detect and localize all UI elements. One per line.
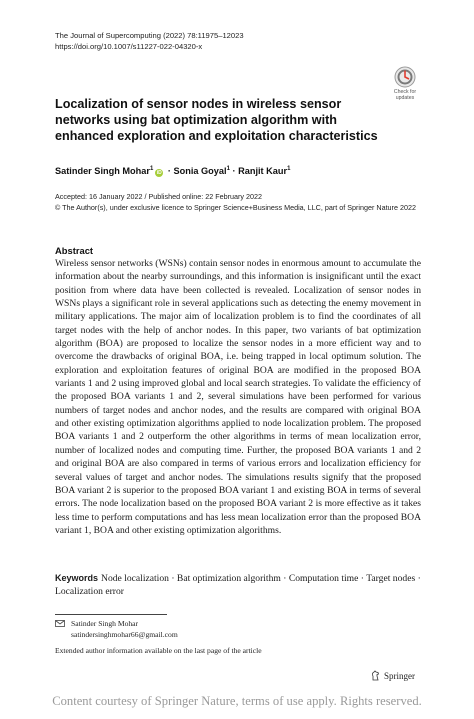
author-separator: · — [229, 166, 239, 176]
check-for-updates-icon — [394, 66, 416, 88]
corresponding-author — [55, 619, 178, 640]
author-list — [55, 163, 290, 177]
journal-header — [55, 30, 244, 52]
orcid-icon[interactable]: iD — [156, 170, 162, 176]
author-name[interactable]: Sonia Goyal — [173, 166, 227, 176]
envelope-icon — [55, 620, 65, 627]
author-affiliation: 1 — [226, 166, 230, 172]
footnote-divider — [55, 614, 167, 615]
doi-link[interactable]: https://doi.org/10.1007/s11227-022-04320-x — [55, 42, 203, 51]
publisher-logo[interactable] — [370, 670, 415, 681]
abstract-body: Wireless sensor networks (WSNs) contain sensor nodes in enormous amount to accumulate the information about the nearby surroundings, and this information is insignificant until the exact position from where data have been collected is revealed. Localization of sensor nodes in WSNs plays a significant role in several applications such as detecting the enemy movement in military applications. The major aim of localization problem is to find the coordinates of all target nodes with the help of anchor nodes. In this paper, two variants of bat optimization algorithm (BOA) are proposed to localize the sensor nodes in a more efficient way and to overcome the drawbacks of original BOA, i.e. being trapped in local optimum solution. The exploration and exploitation features of original BOA are modified in the proposed BOA variants 1 and 2 using improved global and local search strategies. To validate the efficiency of the proposed BOA variants 1 and 2, several simulations have been performed for various numbers of target nodes and anchor nodes, and the results are compared with original BOA and other existing optimization algorithms applied to node localization problem. The proposed BOA variants 1 and 2 outperform the other algorithms in terms of mean localization error, number of localized nodes and computing time. Further, the proposed BOA variants 1 and 2 and original BOA are also compared in terms of various errors and localization efficiency for several values of target and anchor nodes. The simulations results signify that the proposed BOA variant 2 is superior to the proposed BOA variant 1 and existing BOA in terms of several errors. The node localization based on the proposed BOA variant 2 is more effective as it takes less time to perform computations and has less mean localization error than the proposed BOA variant 1, BOA and other existing optimization algorithms. — [55, 258, 421, 536]
keywords-list: Node localization · Bat optimization algorithm · Computation time · Target nodes · Localization error — [55, 573, 421, 598]
keywords-label: Keywords — [55, 573, 99, 583]
article-title: Localization of sensor nodes in wireless sensor networks using bat optimization algorithm with enhanced exploration and exploitation characteristics — [55, 97, 378, 143]
publication-dates: Accepted: 16 January 2022 / Published online: 22 February 2022 — [55, 192, 262, 201]
abstract-heading: Abstract — [55, 245, 94, 256]
copyright-notice: © The Author(s), under exclusive licence to Springer Science+Business Media, LLC, part of Springer Nature 2022 — [55, 202, 416, 212]
extended-author-info: Extended author information available on the last page of the article — [55, 646, 262, 655]
author-separator: · — [165, 166, 174, 176]
badge-line-1: Check for — [393, 89, 417, 95]
badge-line-2: updates — [395, 95, 415, 101]
author-affiliation: 1 — [287, 166, 291, 172]
keywords-section — [55, 572, 421, 599]
article-dates — [55, 192, 425, 213]
courtesy-watermark: Content courtesy of Springer Nature, terms of use apply. Rights reserved. — [52, 694, 422, 708]
journal-citation: The Journal of Supercomputing (2022) 78:11975–12023 — [55, 31, 244, 40]
springer-horse-icon — [370, 670, 381, 681]
author-affiliation: 1 — [149, 166, 154, 172]
corresponding-author-email[interactable]: satindersinghmohar66@gmail.com — [71, 629, 178, 639]
corresponding-author-name: Satinder Singh Mohar — [71, 619, 139, 628]
author-name[interactable]: Satinder Singh Mohar — [55, 166, 150, 176]
author-name[interactable]: Ranjit Kaur — [238, 166, 288, 176]
publisher-name: Springer — [384, 671, 415, 681]
check-for-updates-badge[interactable] — [390, 66, 420, 101]
